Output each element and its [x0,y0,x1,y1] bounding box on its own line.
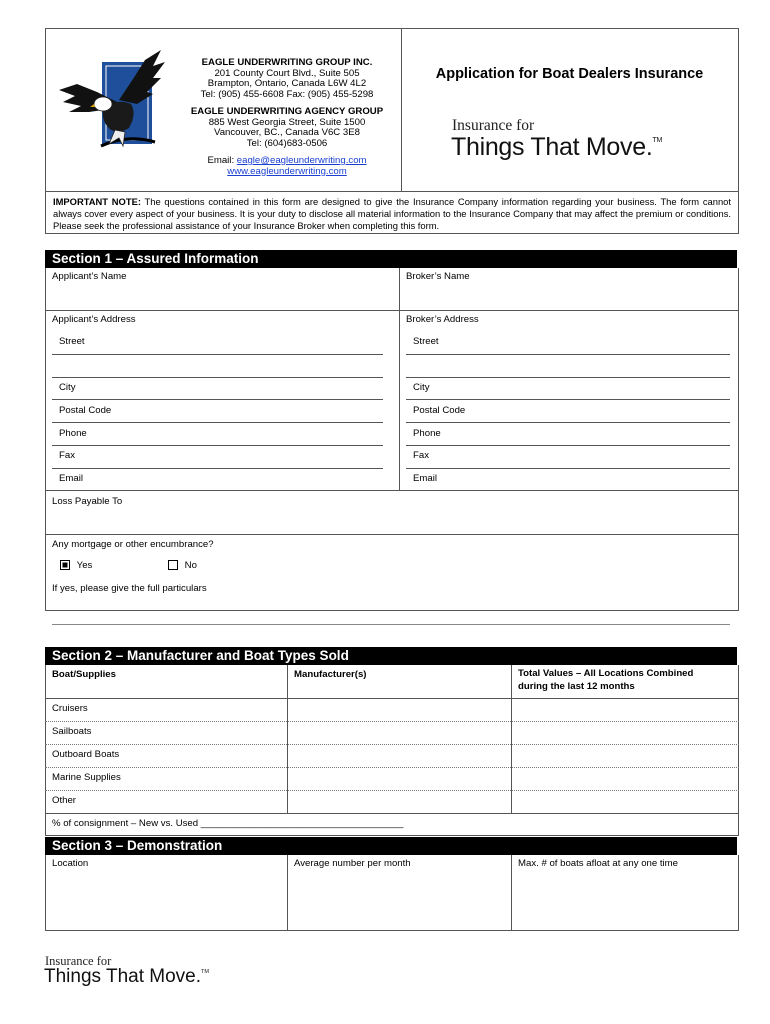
section2-title: Section 2 – Manufacturer and Boat Types Sold [52,648,349,663]
consignment-field[interactable]: % of consignment – New vs. Used ______________________________________ [52,818,404,829]
tm-mark: TM [652,137,662,144]
s2-row-line-2 [45,744,739,745]
applicant-city-field[interactable] [52,399,383,400]
applicant-street-label: Street [59,336,85,347]
col-max-boats-afloat: Max. # of boats afloat at any one time [518,858,678,869]
company2-name: EAGLE UNDERWRITING AGENCY GROUP [190,106,384,117]
note-text: The questions contained in this form are designed to give the Insurance Company information regarding your business. The form cannot always cover every aspect of your business. It is your duty to disclose all material information to the Insurance Company that may affect the premium or conditions. Please seek the professional assistance of your Insurance Broker when completing this form. [53,196,732,231]
company2-address2: Vancouver, BC., Canada V6C 3E8 [214,127,360,138]
row-sailboats: Sailboats [52,726,92,737]
col-location: Location [52,858,89,869]
broker-postal-label: Postal Code [413,405,466,416]
row-other: Other [52,795,76,806]
company1-name: EAGLE UNDERWRITING GROUP INC. [201,57,373,68]
row-divider-2 [45,490,739,491]
tagline-big [451,133,662,162]
row-cruisers: Cruisers [52,703,88,714]
broker-phone-label: Phone [413,428,441,439]
s3-col-divider-1 [287,855,288,931]
broker-city-label: City [413,382,430,393]
applicant-postal-label: Postal Code [59,405,112,416]
col-total-values [518,668,693,693]
broker-street-field[interactable] [406,354,730,355]
mortgage-no-option[interactable] [168,560,197,571]
col-average-per-month: Average number per month [294,858,411,869]
applicant-street-field[interactable] [52,354,383,355]
s2-row-line-3 [45,767,739,768]
no-label: No [184,560,197,571]
website-link[interactable]: www.eagleunderwriting.com [227,165,347,177]
applicant-phone-field[interactable] [52,445,383,446]
section1-title: Section 1 – Assured Information [52,251,259,266]
applicant-city-label: City [59,382,76,393]
section3-title: Section 3 – Demonstration [52,838,223,853]
header-divider [401,28,402,192]
section2-header [45,647,737,665]
email-label: Email: [207,155,237,166]
company2-address1: 885 West Georgia Street, Suite 1500 [208,116,366,128]
s2-row-line-4 [45,790,739,791]
company1-phone: Tel: (905) 455-6608 Fax: (905) 455-5298 [200,88,374,100]
yes-checkbox[interactable] [60,560,70,570]
row-marine-supplies: Marine Supplies [52,772,121,783]
footer-tagline-big-text: Things That Move. [44,966,202,987]
row-outboard-boats: Outboard Boats [52,749,120,760]
section1-header [45,250,737,268]
row-divider-3 [45,534,739,535]
no-checkbox[interactable] [168,560,178,570]
applicant-email-label: Email [59,473,83,484]
tagline-big-text: Things That Move. [451,133,653,161]
broker-street-label: Street [413,336,439,347]
form-title: Application for Boat Dealers Insurance [435,66,704,82]
broker-name-label: Broker’s Name [406,271,470,282]
section3-header [45,837,737,855]
s2-row-line-1 [45,721,739,722]
company2-phone: Tel: (604)683-0506 [246,137,328,149]
broker-city-field[interactable] [406,399,730,400]
broker-fax-field[interactable] [406,468,730,469]
applicant-postal-field[interactable] [52,422,383,423]
section1-divider [399,268,400,490]
applicant-street-field-2[interactable] [52,377,383,378]
footer-tagline-big [44,966,209,988]
col-total-values-line2: during the last 12 months [518,680,635,692]
broker-email-label: Email [413,473,437,484]
broker-fax-label: Fax [413,450,429,461]
section1-box [45,268,739,611]
row-divider-1 [45,310,739,311]
particulars-field[interactable] [52,624,730,625]
applicant-name-label: Applicant’s Name [52,271,127,282]
particulars-label: If yes, please give the full particulars [52,583,207,594]
footer-tagline-small: Insurance for [45,954,112,968]
s2-row-line-5 [45,813,739,814]
loss-payable-label: Loss Payable To [52,496,123,507]
broker-street-field-2[interactable] [406,377,730,378]
col-total-values-line1: Total Values – All Locations Combined [518,668,694,679]
email-link[interactable]: eagle@eagleunderwriting.com [236,155,367,166]
applicant-phone-label: Phone [59,428,87,439]
important-note [45,191,739,234]
applicant-address-label: Applicant’s Address [52,314,136,325]
broker-postal-field[interactable] [406,422,730,423]
note-label: IMPORTANT NOTE: [53,196,141,207]
company-block [176,58,398,177]
applicant-fax-field[interactable] [52,468,383,469]
col-manufacturers: Manufacturer(s) [294,669,367,680]
yes-label: Yes [76,560,93,571]
footer-tm-mark: TM [201,969,209,975]
mortgage-question: Any mortgage or other encumbrance? [52,539,214,550]
applicant-fax-label: Fax [59,450,75,461]
tagline-small: Insurance for [452,117,535,134]
broker-address-label: Broker’s Address [406,314,479,325]
s2-row-line-0 [45,698,739,699]
eagle-logo [57,48,167,156]
company1-address2: Brampton, Ontario, Canada L6W 4L2 [207,78,367,89]
col-boat-supplies: Boat/Supplies [52,669,116,680]
s3-col-divider-2 [511,855,512,931]
company1-address1: 201 County Court Blvd., Suite 505 [214,67,360,79]
mortgage-yes-option[interactable] [60,560,92,571]
broker-phone-field[interactable] [406,445,730,446]
